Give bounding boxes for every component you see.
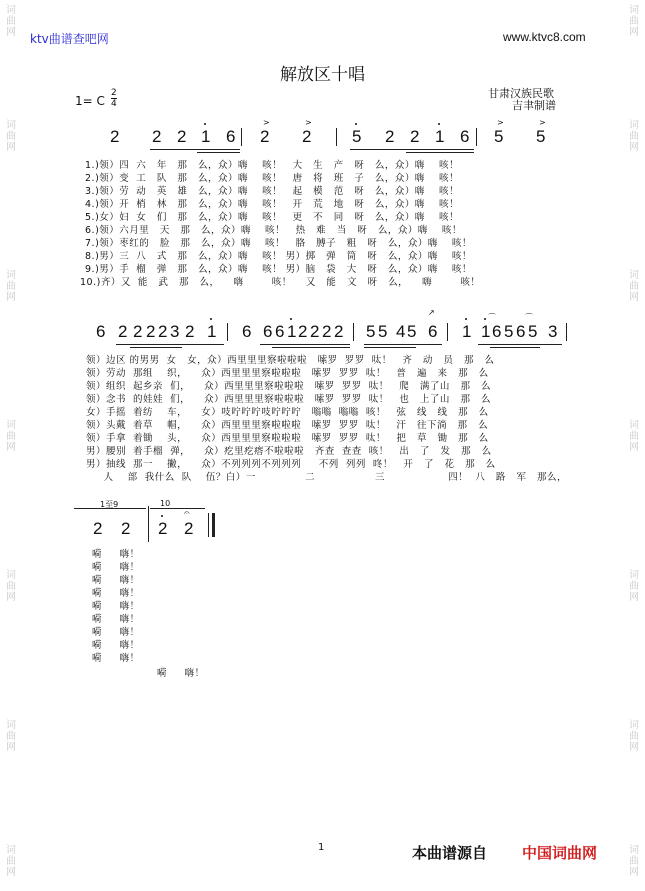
site-url-header: www.ktvc8.com <box>503 30 586 44</box>
beam <box>490 347 540 348</box>
side-watermark-left-7: 词 曲 网 <box>6 845 16 878</box>
barline <box>336 128 337 146</box>
side-watermark-right-4: 词 曲 网 <box>629 420 639 453</box>
volta-2-line <box>150 508 205 509</box>
note: 4 <box>396 322 406 341</box>
note: 2 <box>184 519 194 538</box>
lyric-line: 领）边区 的男男 女 女，众）西里里里察啦啦啦 嗦罗 罗罗 呔！ 齐 动 员 那 么 <box>86 355 495 366</box>
beam <box>116 344 224 345</box>
final-barline-thin <box>208 513 209 537</box>
side-watermark-right-5: 词 曲 网 <box>629 570 639 603</box>
lyric-line: 6.)领）六月里 天 那 么，众）嗨 咳！ 热 难 当 呀 么，众）嗨 咳！ <box>85 225 462 236</box>
note: 1 <box>481 322 491 341</box>
volta-1-label: 1至9 <box>100 500 119 509</box>
octave-dot <box>210 318 212 320</box>
time-signature <box>111 88 117 109</box>
note: 2 <box>185 322 195 341</box>
lyric-line: 7.)领）枣红的 脸 那 么，众）嗨 咳！ 胳 膊子 粗 呀 么，众）嗨 咳！ <box>85 238 472 249</box>
accent-mark: > <box>539 118 546 127</box>
beam <box>364 347 416 348</box>
note: 1 <box>435 127 445 146</box>
octave-dot <box>484 318 486 320</box>
lyric-line: 领）组织 起乡亲 们， 众）西里里里察啦啦啦 嗦罗 罗罗 呔！ 爬 满了山 那 么 <box>86 381 492 392</box>
lyric-line: 女）手摇 着纺 车， 女）吱咛咛咛吱咛咛咛 嗡嗡 嗡嗡 咳！ 弦 线 线 那 么 <box>86 407 489 418</box>
lyric-line: 嗬 嗨！ <box>92 653 140 664</box>
note: 5 <box>378 322 388 341</box>
side-watermark-right-1: 词 曲 网 <box>629 5 639 38</box>
lyric-line: 领）劳动 那组 织， 众）西里里里察啦啦啦 嗦罗 罗罗 呔！ 普 遍 来 那 么 <box>86 368 489 379</box>
lyric-line: 9.)男）手 榴 弹 那 么，众）嗨 咳！ 男）脑 袋 大 呀 么，众）嗨 咳！ <box>85 264 472 275</box>
note: 2 <box>385 127 395 146</box>
note: 5 <box>366 322 376 341</box>
lyric-line: 嗬 嗨！ <box>92 601 140 612</box>
note: 6 <box>263 322 273 341</box>
time-sig-bottom: 4 <box>111 99 117 109</box>
footer-source-text: 本曲谱源自 <box>412 844 488 862</box>
note: 6 <box>242 322 252 341</box>
beam <box>406 152 474 153</box>
lyric-line: 嗬 嗨！ <box>92 640 140 651</box>
note: 2 <box>121 519 131 538</box>
octave-dot <box>204 123 206 125</box>
note: 5 <box>407 322 417 341</box>
side-watermark-left-5: 词 曲 网 <box>6 570 16 603</box>
note: 2 <box>158 519 168 538</box>
note: 2 <box>334 322 344 341</box>
note: 6 <box>460 127 470 146</box>
lyric-line: 1.)领）四 六 年 那 么，众）嗨 咳！ 大 生 产 呀 么，众）嗨 咳！ <box>85 160 459 171</box>
side-watermark-right-2: 词 曲 网 <box>629 120 639 153</box>
octave-dot <box>290 318 292 320</box>
song-origin: 甘肃汉族民歌 <box>488 87 554 100</box>
slur-mark: ⌒ <box>525 313 533 322</box>
slur-mark: ⌒ <box>488 313 496 322</box>
note: 3 <box>548 322 558 341</box>
note: 2 <box>118 322 128 341</box>
note: 2 <box>302 127 312 146</box>
lyric-line: 10.)齐）又 能 武 那 么， 嗨 咳！ 又 能 文 呀 么， 嗨 咳！ <box>80 277 481 288</box>
note: 2 <box>133 322 143 341</box>
volta-2-label: 10 <box>160 499 171 508</box>
side-watermark-right-7: 词 曲 网 <box>629 845 639 878</box>
side-watermark-right-6: 词 曲 网 <box>629 720 639 753</box>
note: 6 <box>275 322 285 341</box>
note: 6 <box>516 322 526 341</box>
note: 2 <box>322 322 332 341</box>
barline <box>227 323 228 341</box>
song-title: 解放区十唱 <box>280 65 365 85</box>
lyric-line: 嗬 嗨！ <box>92 562 140 573</box>
note: 2 <box>410 127 420 146</box>
fermata-icon: 𝄐 <box>184 508 190 519</box>
note: 2 <box>152 127 162 146</box>
note: 1 <box>462 322 472 341</box>
barline <box>447 323 448 341</box>
beam <box>150 149 240 150</box>
note: 3 <box>170 322 180 341</box>
side-watermark-left-1: 词 曲 网 <box>6 5 16 38</box>
page-number: 1 <box>318 842 325 853</box>
side-watermark-left-6: 词 曲 网 <box>6 720 16 753</box>
beam <box>364 344 442 345</box>
note: 2 <box>260 127 270 146</box>
lyric-line: 3.)领）劳 动 英 雄 么，众）嗨 咳！ 起 模 范 呀 么，众）嗨 咳！ <box>85 186 459 197</box>
lyric-line: 领）手拿 着锄 头， 众）西里里里察啦啦啦 嗦罗 罗罗 呔！ 把 草 锄 那 么 <box>86 433 489 444</box>
barline <box>148 506 149 542</box>
octave-dot <box>161 515 163 517</box>
note: 5 <box>494 127 504 146</box>
accent-mark: > <box>305 118 312 127</box>
lyric-line: 5.)女）妇 女 们 那 么，众）嗨 咳！ 更 不 同 呀 么，众）嗨 咳！ <box>85 212 459 223</box>
note: 1 <box>201 127 211 146</box>
lyric-line: 嗬 嗨！ <box>92 627 140 638</box>
beam <box>197 152 240 153</box>
lyric-line: 2.)领）变 工 队 那 么，众）嗨 咳！ 唐 将 班 子 么，众）嗨 咳！ <box>85 173 459 184</box>
note: 5 <box>352 127 362 146</box>
note: 2 <box>158 322 168 341</box>
octave-dot <box>438 123 440 125</box>
octave-dot <box>465 318 467 320</box>
lyric-line: 8.)男）三 八 式 那 么，众）嗨 咳！ 男）掷 弹 筒 呀 么，众）嗨 咳！ <box>85 251 472 262</box>
barline <box>476 128 477 146</box>
beam <box>478 344 562 345</box>
lyric-line: 人 部 我什么 队 伍？白）一 二 三 四！ 八 路 军 那么， <box>86 472 568 483</box>
lyric-line: 男）抽线 那一 撇， 众）不列列列不列列列 不列 列列 咚！ 开 了 花 那 么 <box>86 459 496 470</box>
note: 2 <box>298 322 308 341</box>
glide-mark: ↗ <box>428 308 435 317</box>
lyric-line: 嗬 嗨！ <box>92 575 140 586</box>
beam <box>260 344 350 345</box>
note: 2 <box>110 127 120 146</box>
note: 5 <box>536 127 546 146</box>
lyric-line: 领）头戴 着草 帽， 众）西里里里察啦啦啦 嗦罗 罗罗 呔！ 汗 往下淌 那 么 <box>86 420 489 431</box>
lyric-line: 领）念书 的娃娃 们， 众）西里里里察啦啦啦 嗦罗 罗罗 呔！ 也 上了山 那 么 <box>86 394 492 405</box>
lyric-line: 嗬 嗨！ <box>92 549 140 560</box>
note: 6 <box>96 322 106 341</box>
note: 2 <box>146 322 156 341</box>
final-barline-thick <box>212 513 215 537</box>
side-watermark-left-4: 词 曲 网 <box>6 420 16 453</box>
side-watermark-left-3: 词 曲 网 <box>6 270 16 303</box>
beam <box>130 347 182 348</box>
note: 2 <box>177 127 187 146</box>
barline <box>353 323 354 341</box>
key-signature: 1= C <box>75 94 105 108</box>
time-sig-top: 2 <box>111 88 117 98</box>
lyric-line-final: 嗬 嗨！ <box>157 668 205 679</box>
site-left-header: ktv曲谱查吧网 <box>30 32 109 46</box>
accent-mark: > <box>497 118 504 127</box>
note: 1 <box>287 322 297 341</box>
lyric-line: 嗬 嗨！ <box>92 614 140 625</box>
beam <box>350 149 474 150</box>
note: 6 <box>226 127 236 146</box>
barline <box>241 128 242 146</box>
lyric-line: 男）腰别 着手榴 弹， 众）疙里疙瘩不啦啦啦 齐查 查查 咳！ 出 了 发 那 么 <box>86 446 492 457</box>
octave-dot <box>355 123 357 125</box>
note: 2 <box>93 519 103 538</box>
side-watermark-right-3: 词 曲 网 <box>629 270 639 303</box>
lyric-line: 4.)领）开 梢 林 那 么，众）嗨 咳！ 开 荒 地 呀 么，众）嗨 咳！ <box>85 199 459 210</box>
side-watermark-left-2: 词 曲 网 <box>6 120 16 153</box>
note: 2 <box>310 322 320 341</box>
note: 1 <box>207 322 217 341</box>
note: 6 <box>428 322 438 341</box>
accent-mark: > <box>263 118 270 127</box>
note: 5 <box>504 322 514 341</box>
barline <box>566 323 567 341</box>
note: 6 <box>492 322 502 341</box>
score-maker: 吉聿制谱 <box>512 99 556 112</box>
lyric-line: 嗬 嗨！ <box>92 588 140 599</box>
note: 5 <box>528 322 538 341</box>
beam <box>272 347 350 348</box>
footer-brand: 中国词曲网 <box>522 844 598 862</box>
